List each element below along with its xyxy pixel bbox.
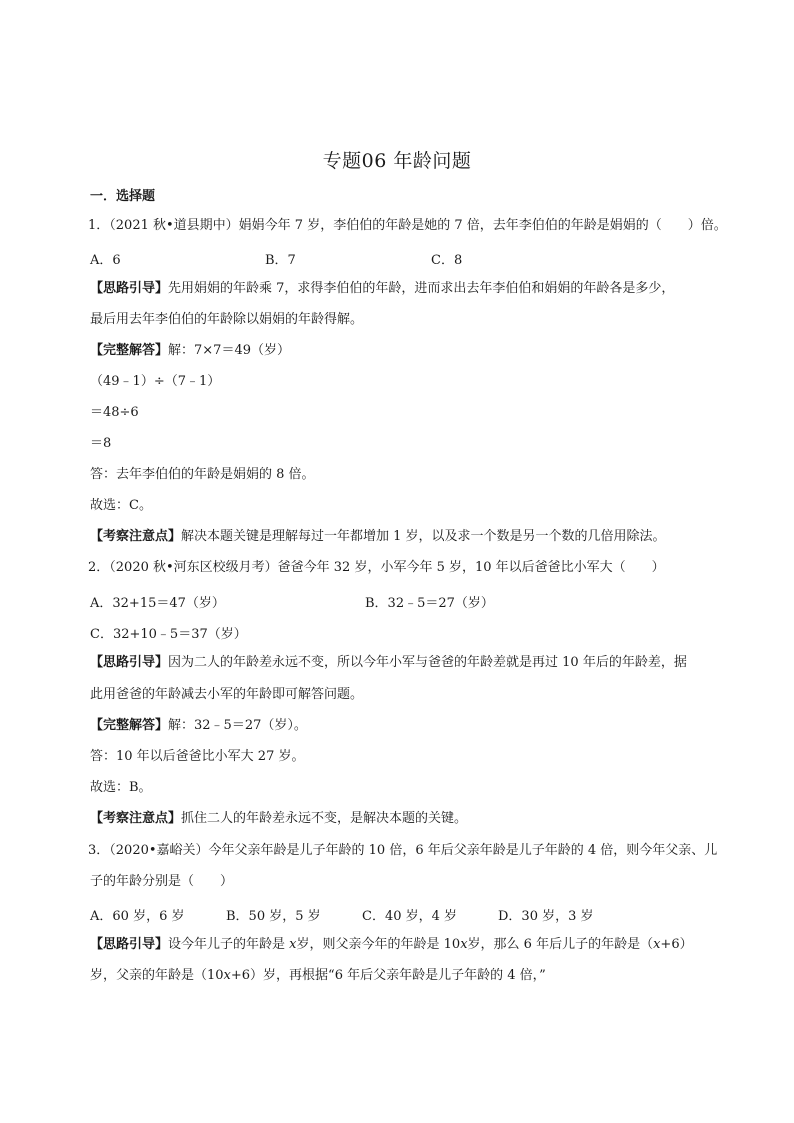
q3-option-c: C．40 岁，4 岁 (362, 909, 458, 924)
q3-hint-var-2: x (460, 937, 468, 952)
q1-note-line (90, 528, 666, 546)
q3-hint-tag: 【思路引导】 (90, 937, 169, 952)
q1-answer-line-1 (90, 342, 290, 360)
q1-choice: 故选：C。 (90, 498, 152, 513)
q1-option-b: B．7 (265, 253, 296, 268)
q1-answer-line-4: ＝8 (90, 436, 112, 451)
q1-note-text: 解决本题关键是理解每过一年都增加 1 岁，以及求一个数是另一个数的几倍用除法。 (181, 529, 666, 544)
q3-hint-text-2a: 岁，父亲的年龄是（10 (90, 968, 224, 983)
q2-choice: 故选：B。 (90, 780, 152, 795)
q2-hint-text-1: 因为二人的年龄差永远不变，所以今年小军与爸爸的年龄差就是再过 10 年后的年龄差，据 (168, 655, 687, 670)
q1-answer-text-1: 解：7×7＝49（岁） (168, 343, 290, 358)
q1-note-tag: 【考察注意点】 (90, 529, 182, 544)
q2-hint-tag: 【思路引导】 (90, 655, 169, 670)
q3-hint-text-1e: 岁，那么 6 年后儿子的年龄是（ (467, 937, 654, 952)
q2-answer-tag: 【完整解答】 (90, 718, 169, 733)
q2-hint-line-1 (90, 654, 687, 672)
question-2-stem: 2．（2020 秋•河东区校级月考）爸爸今年 32 岁，小军今年 5 岁，10 年以后爸爸比小军大（ ） (88, 560, 665, 575)
q1-hint-line-1 (90, 280, 674, 298)
q3-hint-text-2c: +6）岁，再根据“6 年后父亲年龄是儿子年龄的 4 倍，” (230, 968, 546, 983)
q2-option-c: C．32+10﹣5＝37（岁） (90, 627, 247, 642)
q3-hint-line-1 (90, 936, 693, 954)
q2-note-line (90, 810, 467, 828)
q3-hint-text-1g: +6） (660, 937, 693, 952)
q2-note-tag: 【考察注意点】 (90, 811, 182, 826)
question-3-stem-line-1: 3．（2020•嘉峪关）今年父亲年龄是儿子年龄的 10 倍，6 年后父亲年龄是儿子年龄的 4 倍，则今年父亲、儿 (88, 843, 718, 858)
q2-option-a: A．32+15＝47（岁） (90, 596, 225, 611)
q3-hint-var-1: x (289, 937, 297, 952)
q1-answer-tag: 【完整解答】 (90, 343, 169, 358)
q3-hint-var-3: x (653, 937, 661, 952)
q2-answer-text-1: 解：32﹣5＝27（岁）。 (168, 718, 307, 733)
question-1-stem: 1．（2021 秋•道县期中）娟娟今年 7 岁，李伯伯的年龄是她的 7 倍，去年李伯伯的年龄是娟娟的（ ）倍。 (88, 218, 727, 233)
q3-option-a: A．60 岁，6 岁 (90, 909, 185, 924)
q3-hint-var-4: x (223, 968, 231, 983)
q3-hint-text-1a: 设今年儿子的年龄是 (168, 937, 290, 952)
q3-hint-line-2 (90, 967, 546, 985)
q1-conclusion: 答：去年李伯伯的年龄是娟娟的 8 倍。 (90, 467, 315, 482)
q1-hint-line-2: 最后用去年李伯伯的年龄除以娟娟的年龄得解。 (90, 312, 364, 327)
q2-conclusion: 答：10 年以后爸爸比小军大 27 岁。 (90, 749, 305, 764)
q3-hint-text-1c: 岁，则父亲今年的年龄是 10 (296, 937, 461, 952)
page-title: 专题06 年龄问题 (322, 150, 472, 172)
q1-answer-line-2: （49﹣1）÷（7﹣1） (90, 374, 221, 389)
q2-note-text: 抓住二人的年龄差永远不变，是解决本题的关键。 (181, 811, 468, 826)
q1-hint-text-1: 先用娟娟的年龄乘 7，求得李伯伯的年龄，进而求出去年李伯伯和娟娟的年龄各是多少， (168, 281, 675, 296)
q1-option-c: C．8 (431, 253, 463, 268)
q2-answer-line-1 (90, 717, 307, 735)
q2-hint-line-2: 此用爸爸的年龄减去小军的年龄即可解答问题。 (90, 687, 364, 702)
q1-answer-line-3: ＝48÷6 (90, 405, 139, 420)
question-3-stem-line-2: 子的年龄分别是（ ） (90, 874, 234, 889)
section-heading: 一．选择题 (90, 189, 156, 204)
q1-hint-tag: 【思路引导】 (90, 281, 169, 296)
q2-option-b: B．32﹣5＝27（岁） (365, 596, 494, 611)
q1-option-a: A．6 (90, 253, 121, 268)
q3-option-d: D．30 岁，3 岁 (498, 909, 594, 924)
q3-option-b: B．50 岁，5 岁 (226, 909, 321, 924)
